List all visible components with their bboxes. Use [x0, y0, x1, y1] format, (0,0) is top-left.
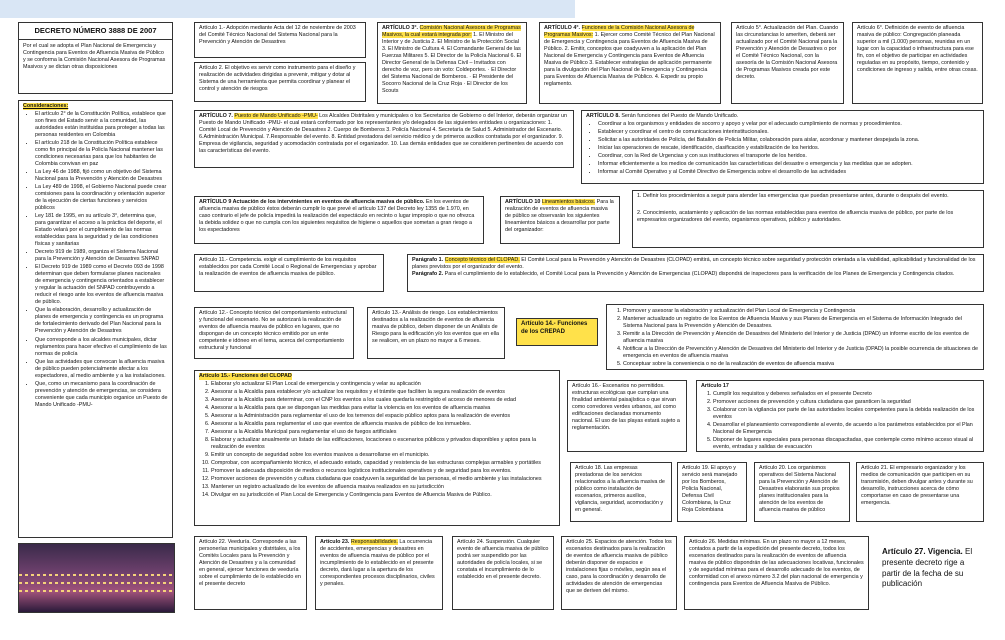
- list-item: 6. Asesorar a la Alcaldía para reglamentar el uso que eventos de afluencia masiva de público de los inmuebles.: [211, 421, 555, 428]
- list-item: • Ley 181 de 1995, en su artículo 3°, determina que, para garantizar el acceso a la práctica del deporte, el Estado velará por el cumplimiento de las normas establecidas para la seguridad y de las condiciones físicas y sanitarias: [35, 213, 168, 248]
- article-14-list: [611, 308, 979, 368]
- list-item: • El Decreto 919 de 1989 como el Decreto 093 de 1998 determinan que deben formularse planes nacionales de emergencia y contingencia orientados a establecer y regular la actuación del SNPAD contribuyendo a reducir el riesgo ante los eventos de afluencia masiva de público.: [35, 264, 168, 306]
- article-16: Artículo 16.- Escenarios no permitidos. estructuras ecológicas que cumplan una finalidad ambiental paisajística o que sirvan como corredores verdes urbanos, así como edificaciones declaradas monumento nacional. El uso de las playas estará sujeto a reglamentación.: [567, 380, 687, 452]
- article-8-list: [586, 121, 979, 176]
- list-item: • La Ley 46 de 1988, fijó como un objetivo del Sistema Nacional para la Prevención y Atención de Desastres: [35, 169, 168, 183]
- list-item: 8. Elaborar y actualizar anualmente un listado de las edificaciones, locaciones o escenarios públicos y privados disponibles y aptos para la realización de eventos: [211, 437, 555, 451]
- list-item: • Iniciar las operaciones de rescate, identificación, clasificación y estabilización de los heridos.: [598, 145, 979, 152]
- article-12: Artículo 12.- Concepto técnico del comportamiento estructural y funcional del escenario. No se autorizará la realización de eventos de afluencia masiva de público en lugares, que no dispongan de un concepto técnico emitido por un ente competente e idóneo en el tema, acerca del comportamiento estructural y funcional: [194, 307, 354, 359]
- article-26: Artículo 26. Medidas mínimas. En un plazo no mayor a 12 meses, contados a partir de la expedición del presente decreto, todos los escenarios destinados para la realización de eventos de afluencia masiva de público dispondrán de las adecuaciones locativas, funcionales y de seguridad mínimas para el desarrollo adecuado de los eventos, de conformidad con el anexo número 3.2 del plan nacional de emergencia y contingencia para Eventos de Afluencia Masiva de Público.: [684, 536, 869, 610]
- list-item: 3. Asesorar a la Alcaldía para determinar, con el CNP los eventos a los cuales quedaría restringido el acceso de menores de edad: [211, 397, 555, 404]
- article-10-items: 1. Definir los procedimientos a seguir para atender las emergencias que puedan presentarse antes, durante o después del evento. 2. Conocimiento, acatamiento y aplicación de las normas establecidas para eventos de afluencia masiva de público, por parte de los empresarios organizadores del evento, organismos operativos, público y autoridades.: [632, 190, 984, 248]
- article-6: Artículo 6°. Definición de evento de afluencia masiva de público: Congregación planeada superior a mil (1.000) personas, reunidas en un lugar con la capacidad o infraestructura para ese fin, con el objetivo de participar en actividades reguladas en su propósito, tiempo, contenido y condiciones de ingreso y salida, entre otras cosas.: [852, 22, 983, 104]
- article-27: Artículo 27. Vigencia. El presente decreto rige a partir de la fecha de su publicación: [878, 545, 984, 599]
- article-10: ARTÍCULO 10 Lineamientos básicos. Para la realización de eventos de afluencia masiva de público se observarán los siguientes lineamientos básicos a desarrollar por parte del organizador:: [500, 196, 620, 244]
- list-item: 1. Cumplir los requisitos y deberes señalados en el presente Decreto: [713, 391, 979, 398]
- list-item: • Solicitar a las autoridades de Policía, del Batallón de Policía Militar, colaboración para aislar, acordonar y mantener despejada la zona.: [598, 137, 979, 144]
- list-item: 1. Promover y asesorar la elaboración y actualización del Plan Local de Emergencia y Contingencia: [623, 308, 979, 315]
- list-item: 14. Divulgar en su jurisdicción el Plan Local de Emergencia y Contingencia para Eventos de Afluencia Masiva de Público.: [211, 492, 555, 499]
- list-item: 10. Comprobar, con acompañamiento técnico, el adecuado estado, capacidad y resistencia de las estructuras complejas armables y portátiles: [211, 460, 555, 467]
- list-item: • Que las actividades que convocan la afluencia masiva de público pueden potencialmente afectar a los espectadores, al medio ambiente y a las instalaciones.: [35, 359, 168, 380]
- list-item: • Que la elaboración, desarrollo y actualización de planes de emergencia y contingencia es un programa de fortalecimiento derivado del Plan Nacional para la Prevención y Atención de Desastres: [35, 307, 168, 335]
- list-item: 2. Asesorar a la Alcaldía para establecer y/o actualizar los requisitos y el trámite que faciliten la segura realización de eventos: [211, 389, 555, 396]
- list-item: 5. Disponer de lugares especiales para personas discapacitadas, que contemple como mínimo acceso visual al evento, entradas y salidas de evacuación: [713, 437, 979, 451]
- list-item: 4. Desarrollar el planeamiento correspondiente al evento, de acuerdo a los parámetros establecidos por el Plan Nacional de Emergencia: [713, 422, 979, 436]
- article-17-list: [701, 391, 979, 451]
- list-item: • Establecer y coordinar el centro de comunicaciones interinstitucionales.: [598, 129, 979, 136]
- article-24: Artículo 24. Suspensión. Cualquier evento de afluencia masiva de público podrá ser suspendido por las autoridades de policía locales, si se constata el incumplimiento de lo establecido en el presente decreto.: [452, 536, 554, 610]
- article-9: ARTÍCULO 9 Actuación de los intervinientes en eventos de afluencia masiva de público. En los eventos de afluencia masiva de público éstos deberán cumplir lo que prevé el artículo 137 del Decreto ley 1355 de 1.970, en caso contrario el jefe de policía impedirá la realización del espectáculo en recinto o lugar impropio o que no ofrezca la debida solidez o que no cumpla con los siguientes requisitos de higiene o aquellos que sometan a gran riesgo a los espectadores: [194, 196, 484, 244]
- list-item: 3. Remitir a la Dirección de Prevención y Atención de Desastres del Ministerio del Interior y de Justicia (DPAD) un informe escrito de los eventos de afluencia masiva: [623, 331, 979, 345]
- list-item: 12. Promover acciones de prevención y cultura ciudadana que coadyuven la seguridad de las personas, el medio ambiente y las instalaciones: [211, 476, 555, 483]
- article-20: Artículo 20. Los organismos operativos del Sistema Nacional para la Prevención y Atención de Desastres elaborarán sus propios planes institucionales para la atención de los eventos de afluencia masiva de público: [754, 462, 850, 522]
- considerations-list: [23, 111, 168, 409]
- considerations-heading: Consideraciones:: [23, 103, 69, 109]
- list-item: 3. Colaborar con la vigilancia por parte de las autoridades locales competentes para la debida realización de los eventos: [713, 407, 979, 421]
- list-item: • Que, como un mecanismo para la coordinación de prevención y atención de emergencias, se considera conveniente que cada municipio organice un Puesto de Mando Unificado -PMU-: [35, 381, 168, 409]
- article-18: Artículo 18. Las empresas prestadoras de los servicios relacionados a la afluencia masiva de público como instalación de escenarios, primeros auxilios, vigilancia, seguridad, acomodación y en general.: [570, 462, 672, 522]
- list-item: • Decreto 919 de 1989, organiza el Sistema Nacional para la Prevención y Atención de Desastres SNPAD: [35, 249, 168, 263]
- article-15-heading: Artículo 15.- Funciones del CLOPAD: [199, 373, 292, 379]
- list-item: • Informar al Comité Operativo y al Comité Directivo de Emergencia sobre el desarrollo de las actividades: [598, 169, 979, 176]
- list-item: 2. Promover acciones de prevención y cultura ciudadana que garanticen la seguridad: [713, 399, 979, 406]
- list-item: 5. Asesorar a la Administración para reglamentar el uso de los terrenos del espacio público aptos para la realización de eventos: [211, 413, 555, 420]
- article-23: Artículo 23. Responsabilidades. La ocurrencia de accidentes, emergencias y desastres en eventos de afluencia masiva de público por el incumplimiento de lo establecido en el presente decreto, dará lugar a la apertura de los correspondientes procesos disciplinarios, civiles y penales.: [315, 536, 443, 610]
- list-item: 13. Mantener un registro actualizado de los eventos de afluencia masiva realizados en su jurisdicción: [211, 484, 555, 491]
- list-item: • Informar eficientemente a los medios de comunicación las características del desastre o emergencia y las medidas que se adopten.: [598, 161, 979, 168]
- list-item: 5. Conceptuar sobre la conveniencia o no de la realización de eventos de afluencia masiva: [623, 361, 979, 368]
- article-8: ARTÍCULO 8. Serán funciones del Puesto de Mando Unificado. • Coordinar a los organismos y entidades de socorro y apoyo y velar por el adecuado cumplimiento de normas y procedimientos. • Establecer y coordinar el centro de comunicaciones interinstitucionales. • Solicitar a las autoridades de Policía, del Batallón de Policía Militar, colaboración para aislar, acordonar y mantener despejada la zona. • Iniciar las operaciones de rescate, identificación, clasificación y estabilización de los heridos. • Coordinar, con la Red de Urgencias y con sus instituciones el transporte de los heridos. • Informar eficientemente a los medios de comunicación las características del desastre o emergencia y las medidas que se adopten. • Informar al Comité Operativo y al Comité Directivo de Emergencia sobre el desarrollo de las actividades: [581, 110, 984, 184]
- article-22: Artículo 22. Veeduría. Corresponde a las personerías municipales y distritales, a los Comités Locales para la Prevención y Atención de Desastres y a la comunidad en general, ejercer funciones de veeduría sobre el cumplimiento de lo establecido en el presente decreto: [194, 536, 307, 610]
- list-item: 11. Promover la adecuada disposición de medios o recursos logísticos institucionales operativos y de seguridad para los eventos.: [211, 468, 555, 475]
- list-item: • Coordinar, con la Red de Urgencias y con sus instituciones el transporte de los heridos.: [598, 153, 979, 160]
- article-3: ARTÍCULO 3°. Comisión Nacional Asesora de Programas Masivos, la cual estará integrada por: 1. El Ministro del Interior y de Justicia 2. El Ministro de la Protección Social 3. El Ministro de Cultura 4. El Comandante General de las Fuerzas Militares 5. El Director de la Policía Nacional 6. El Director General de la Defensa Civil – Invitados con derecho de voz, pero sin voto: Coldeportes. · El Director del Sistema Nacional de Bomberos. · El Presidente del Socorro Nacional de la Cruz Roja · El Director de los Scouts: [377, 22, 527, 104]
- article-14: Artículo 14.- Funciones de los CREPAD: [516, 318, 598, 346]
- article-7: ARTÍCULO 7. Puesto de Mando Unificado -PMU- Los Alcaldes Distritales y municipales o los Secretarios de Gobierno o del Interior, deberán organizar un Puesto de Mando Unificado -PMU- el cual estará conformado por los representantes y/o delegados de las siguientes entidades u organizaciones: 1. Comité Local de Prevención y Atención de Desastres 2. Cuerpo de Bomberos 3. Policía Nacional 4. Secretaría de Salud 5. Administrador del Escenario. 6.Administración Municipal. 7.Responsable del evento. 8. Entidad prestadora del servicio médico y de primeros auxilios contratada por el organizador. 9. Empresa de vigilancia, seguridad y acomodación contratada por el organizador. 10. Las demás entidades que se consideren pertinentes de acuerdo con las características del evento.: [194, 110, 574, 168]
- page-title: DECRETO NÚMERO 3888 DE 2007: [19, 23, 172, 40]
- article-2: Artículo 2. El objetivo es servir como instrumento para el diseño y realización de actividades dirigidas a prevenir, mitigar y dotar al Sistema de una herramienta que permita coordinar y planear el control y atención de riesgos: [194, 62, 366, 102]
- article-4: ARTÍCULO 4°. Funciones de la Comisión Nacional Asesora de Programas Masivos: 1. Ejercer como Comité Técnico del Plan Nacional de Emergencia y Contingencia para Eventos de Afluencia Masiva de Público. 2. Emitir, conceptos que coadyuven a la aplicación del Plan Nacional de Emergencia y Contingencia para Eventos de Afluencia Masiva de Público 3. Establecer estrategias de aplicación permanente para la divulgación del Plan Nacional de Emergencia y Contingencia para Eventos de Afluencia Masiva de Público. 4. Expedir su propio reglamento.: [539, 22, 721, 104]
- article-25: Artículo 25. Espacios de atención. Todos los escenarios destinados para la realización de eventos de afluencia masiva de público deberán disponer de espacios e instalaciones fijas o móviles, según sea el caso, para la coordinación y desarrollo de actividades de atención de emergencias que se deriven del mismo.: [561, 536, 677, 610]
- list-item: 2. Mantener actualizado un registro de los Eventos de Afluencia Masiva y sus Planes de Emergencia en el Sistema de Información Integrado del Sistema Nacional para la Prevención y Atención de Desastres.: [623, 316, 979, 330]
- considerations-box: [18, 100, 173, 538]
- article-17: Artículo 17 1. Cumplir los requisitos y deberes señalados en el presente Decreto 2. Promover acciones de prevención y cultura ciudadana que garanticen la seguridad 3. Colaborar con la vigilancia por parte de las autoridades locales competentes para la debida realización de los eventos 4. Desarrollar el planeamiento correspondiente al evento, de acuerdo a los parámetros establecidos por el Plan Nacional de Emergencia 5. Disponer de lugares especiales para personas discapacitadas, que contemple como mínimo acceso visual al evento, entradas y salidas de evacuación: [696, 380, 984, 452]
- decree-intro: Por el cual se adopta el Plan Nacional de Emergencia y Contingencia para Eventos de Afluencia Masiva de Público y se conforma la Comisión Nacional Asesora de Programas Masivos y se dictan otras disposiciones: [23, 42, 166, 70]
- list-item: • La Ley 489 de 1998, el Gobierno Nacional puede crear comisiones para la coordinación y orientación superior de la ejecución de ciertas funciones y servicios públicos: [35, 184, 168, 212]
- decree-title-box: [18, 22, 173, 94]
- list-item: • Coordinar a los organismos y entidades de socorro y apoyo y velar por el adecuado cumplimiento de normas y procedimientos.: [598, 121, 979, 128]
- list-item: 9. Emitir un concepto de seguridad sobre los eventos masivos a desarrollarse en el municipio.: [211, 452, 555, 459]
- list-item: • Que corresponde a los alcaldes municipales, dictar reglamentos para hacer efectivo el cumplimiento de las normas de policía: [35, 337, 168, 358]
- article-13: Artículo 13.- Análisis de riesgo. Los establecimientos destinados a la realización de eventos de afluencia masiva de público, deben disponer de un Análisis de Riesgo para la edificación y/o los eventos que en ella se realicen, en un plazo no mayor a 6 meses.: [367, 307, 505, 359]
- article-14-items: [606, 304, 984, 370]
- article-1: Artículo 1.- Adopción mediante Acta del 12 de noviembre de 2003 del Comité Técnico Nacional del Sistema Nacional para la Prevención y Atención de Desastres: [194, 22, 366, 58]
- article-15: [194, 370, 560, 526]
- list-item: 1. Elaborar y/o actualizar El Plan Local de emergencia y contingencia y velar su aplicación: [211, 381, 555, 388]
- event-photo: [18, 543, 175, 613]
- article-19: Artículo 19. El apoyo y servicio será manejado por los Bomberos, Policía Nacional, Defensa Civil Colombiana, la Cruz Roja Colombiana: [677, 462, 747, 522]
- article-15-list: [199, 381, 555, 499]
- article-11: Artículo 11.- Competencia. exigir el cumplimiento de los requisitos establecidos por cada Comité Local o Regional de Emergencias y aprobar la realización de eventos de afluencia masiva de público.: [194, 254, 384, 292]
- header-band: [0, 0, 575, 18]
- article-11-paragraphs: Parágrafo 1. Concepto técnico del CLOPAD. El Comité Local para la Prevención y Atención de Desastres (CLOPAD) emitirá, un concepto técnico sobre seguridad y protección orientada a la viabilidad, aplicabilidad y funcionalidad de los planes previstos por el organizador del evento. Parágrafo 2. Para el cumplimiento de lo establecido, el Comité Local para la Prevención y Atención de Emergencias (CLOPAD) dispondrá de inspectores para la verificación de los Planes de Emergencia y Contingencia citados.: [407, 254, 984, 292]
- list-item: 4. Asesorar a la Alcaldía para que se dispongan las medidas para evitar la violencia en los eventos de afluencia masiva: [211, 405, 555, 412]
- list-item: • El artículo 2° de la Constitución Política, establece que son fines del Estado servir a la comunidad, las autoridades están instituidas para proteger a todas las personas residentes en Colombia: [35, 111, 168, 139]
- list-item: 7. Asesorar a la Alcaldía Municipal para reglamentar el uso de fuegos artificiales: [211, 429, 555, 436]
- list-item: 4. Notificar a la Dirección de Prevención y Atención de Desastres del Ministerio del Interior y de Justicia (DPAD) la posible ocurrencia de situaciones de emergencia en eventos de afluencia masiva: [623, 346, 979, 360]
- list-item: • El artículo 218 de la Constitución Política establece como fin principal de la Policía Nacional mantener las condiciones necesarias para que los habitantes de Colombia convivan en paz: [35, 140, 168, 168]
- article-5: Artículo 5°. Actualización del Plan. Cuando las circunstancias lo ameriten, deberá ser actualizado por el Comité Nacional para la Prevención y Atención de Desastres o por el Comité Técnico Nacional, con la asesoría de la Comisión Nacional Asesora de Programas Masivos creada por este decreto.: [731, 22, 844, 104]
- article-21: Artículo 21. El empresario organizador y los medios de comunicación que participen en su transmisión, deben divulgar antes y durante su desarrollo, instrucciones acerca de cómo comportarse en caso de presentarse una emergencia.: [856, 462, 984, 522]
